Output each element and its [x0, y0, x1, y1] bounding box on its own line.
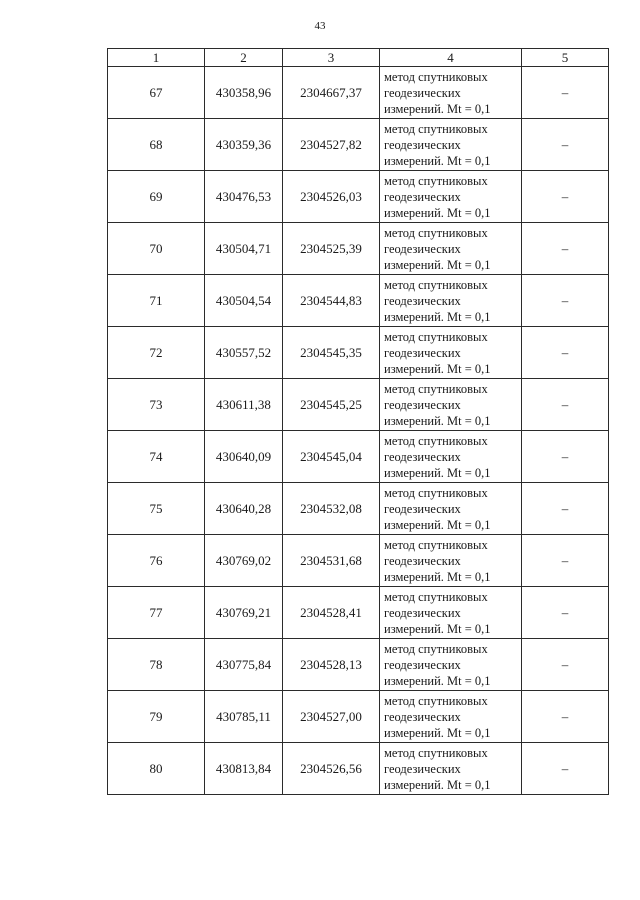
method-line: измерений. Mt = 0,1 — [384, 569, 491, 584]
method-line: геодезических — [384, 85, 461, 100]
method-line: метод спутниковых — [384, 485, 488, 500]
point-number-cell: 78 — [108, 639, 205, 691]
note-cell: – — [522, 431, 609, 483]
y-coordinate-cell: 2304528,13 — [283, 639, 380, 691]
method-line: метод спутниковых — [384, 537, 488, 552]
method-line: геодезических — [384, 189, 461, 204]
y-coordinate-cell: 2304526,56 — [283, 743, 380, 795]
header-col-2: 2 — [205, 49, 283, 67]
method-line: метод спутниковых — [384, 277, 488, 292]
x-coordinate-cell: 430813,84 — [205, 743, 283, 795]
x-coordinate-cell: 430504,71 — [205, 223, 283, 275]
note-cell: – — [522, 587, 609, 639]
method-line: измерений. Mt = 0,1 — [384, 153, 491, 168]
method-line: геодезических — [384, 657, 461, 672]
method-line: измерений. Mt = 0,1 — [384, 517, 491, 532]
header-col-3: 3 — [283, 49, 380, 67]
method-line: метод спутниковых — [384, 433, 488, 448]
note-cell: – — [522, 535, 609, 587]
point-number-cell: 73 — [108, 379, 205, 431]
point-number-cell: 76 — [108, 535, 205, 587]
table-row — [108, 171, 609, 223]
x-coordinate-cell: 430769,21 — [205, 587, 283, 639]
method-line: геодезических — [384, 293, 461, 308]
method-cell — [380, 743, 522, 795]
x-coordinate-cell: 430640,09 — [205, 431, 283, 483]
method-cell — [380, 535, 522, 587]
y-coordinate-cell: 2304527,82 — [283, 119, 380, 171]
table-row — [108, 67, 609, 119]
point-number-cell: 80 — [108, 743, 205, 795]
y-coordinate-cell: 2304545,04 — [283, 431, 380, 483]
method-line: измерений. Mt = 0,1 — [384, 205, 491, 220]
x-coordinate-cell: 430640,28 — [205, 483, 283, 535]
note-cell: – — [522, 171, 609, 223]
method-line: геодезических — [384, 605, 461, 620]
method-line: измерений. Mt = 0,1 — [384, 361, 491, 376]
x-coordinate-cell: 430476,53 — [205, 171, 283, 223]
method-cell — [380, 639, 522, 691]
method-line: измерений. Mt = 0,1 — [384, 413, 491, 428]
method-line: метод спутниковых — [384, 225, 488, 240]
header-col-5: 5 — [522, 49, 609, 67]
point-number-cell: 72 — [108, 327, 205, 379]
note-cell: – — [522, 119, 609, 171]
point-number-cell: 71 — [108, 275, 205, 327]
point-number-cell: 75 — [108, 483, 205, 535]
point-number-cell: 69 — [108, 171, 205, 223]
method-line: измерений. Mt = 0,1 — [384, 777, 491, 792]
note-cell: – — [522, 327, 609, 379]
x-coordinate-cell: 430611,38 — [205, 379, 283, 431]
method-line: геодезических — [384, 137, 461, 152]
y-coordinate-cell: 2304527,00 — [283, 691, 380, 743]
table-row — [108, 327, 609, 379]
method-line: метод спутниковых — [384, 381, 488, 396]
method-cell — [380, 67, 522, 119]
x-coordinate-cell: 430557,52 — [205, 327, 283, 379]
table-body — [108, 67, 609, 795]
x-coordinate-cell: 430775,84 — [205, 639, 283, 691]
header-col-4: 4 — [380, 49, 522, 67]
point-number-cell: 77 — [108, 587, 205, 639]
method-cell — [380, 587, 522, 639]
note-cell: – — [522, 275, 609, 327]
method-line: метод спутниковых — [384, 641, 488, 656]
y-coordinate-cell: 2304525,39 — [283, 223, 380, 275]
table-row — [108, 743, 609, 795]
note-cell: – — [522, 483, 609, 535]
method-line: измерений. Mt = 0,1 — [384, 101, 491, 116]
table-row — [108, 639, 609, 691]
x-coordinate-cell: 430359,36 — [205, 119, 283, 171]
note-cell: – — [522, 743, 609, 795]
method-line: геодезических — [384, 397, 461, 412]
method-line: геодезических — [384, 709, 461, 724]
method-line: метод спутниковых — [384, 693, 488, 708]
table-row — [108, 535, 609, 587]
x-coordinate-cell: 430504,54 — [205, 275, 283, 327]
table-row — [108, 483, 609, 535]
header-col-1: 1 — [108, 49, 205, 67]
method-line: измерений. Mt = 0,1 — [384, 673, 491, 688]
method-line: измерений. Mt = 0,1 — [384, 257, 491, 272]
coordinates-table — [107, 48, 609, 795]
point-number-cell: 79 — [108, 691, 205, 743]
method-line: измерений. Mt = 0,1 — [384, 725, 491, 740]
y-coordinate-cell: 2304545,35 — [283, 327, 380, 379]
note-cell: – — [522, 223, 609, 275]
x-coordinate-cell: 430785,11 — [205, 691, 283, 743]
method-cell — [380, 379, 522, 431]
method-line: метод спутниковых — [384, 121, 488, 136]
table-row — [108, 275, 609, 327]
y-coordinate-cell: 2304544,83 — [283, 275, 380, 327]
y-coordinate-cell: 2304526,03 — [283, 171, 380, 223]
table-row — [108, 587, 609, 639]
table-row — [108, 431, 609, 483]
method-cell — [380, 431, 522, 483]
method-line: геодезических — [384, 761, 461, 776]
method-line: геодезических — [384, 449, 461, 464]
method-cell — [380, 327, 522, 379]
table-row — [108, 223, 609, 275]
method-cell — [380, 691, 522, 743]
method-cell — [380, 483, 522, 535]
table-header-row — [108, 49, 609, 67]
method-cell — [380, 275, 522, 327]
x-coordinate-cell: 430358,96 — [205, 67, 283, 119]
method-line: метод спутниковых — [384, 69, 488, 84]
method-line: метод спутниковых — [384, 745, 488, 760]
method-line: метод спутниковых — [384, 329, 488, 344]
point-number-cell: 67 — [108, 67, 205, 119]
method-cell — [380, 223, 522, 275]
method-line: измерений. Mt = 0,1 — [384, 621, 491, 636]
point-number-cell: 74 — [108, 431, 205, 483]
method-line: геодезических — [384, 345, 461, 360]
method-cell — [380, 171, 522, 223]
y-coordinate-cell: 2304545,25 — [283, 379, 380, 431]
note-cell: – — [522, 67, 609, 119]
method-line: геодезических — [384, 553, 461, 568]
note-cell: – — [522, 691, 609, 743]
method-line: метод спутниковых — [384, 173, 488, 188]
note-cell: – — [522, 639, 609, 691]
y-coordinate-cell: 2304531,68 — [283, 535, 380, 587]
y-coordinate-cell: 2304667,37 — [283, 67, 380, 119]
x-coordinate-cell: 430769,02 — [205, 535, 283, 587]
table-row — [108, 691, 609, 743]
method-line: геодезических — [384, 501, 461, 516]
method-cell — [380, 119, 522, 171]
y-coordinate-cell: 2304528,41 — [283, 587, 380, 639]
page-number: 43 — [314, 20, 326, 32]
method-line: метод спутниковых — [384, 589, 488, 604]
point-number-cell: 70 — [108, 223, 205, 275]
table-row — [108, 119, 609, 171]
note-cell: – — [522, 379, 609, 431]
y-coordinate-cell: 2304532,08 — [283, 483, 380, 535]
method-line: измерений. Mt = 0,1 — [384, 309, 491, 324]
method-line: геодезических — [384, 241, 461, 256]
method-line: измерений. Mt = 0,1 — [384, 465, 491, 480]
table-row — [108, 379, 609, 431]
point-number-cell: 68 — [108, 119, 205, 171]
